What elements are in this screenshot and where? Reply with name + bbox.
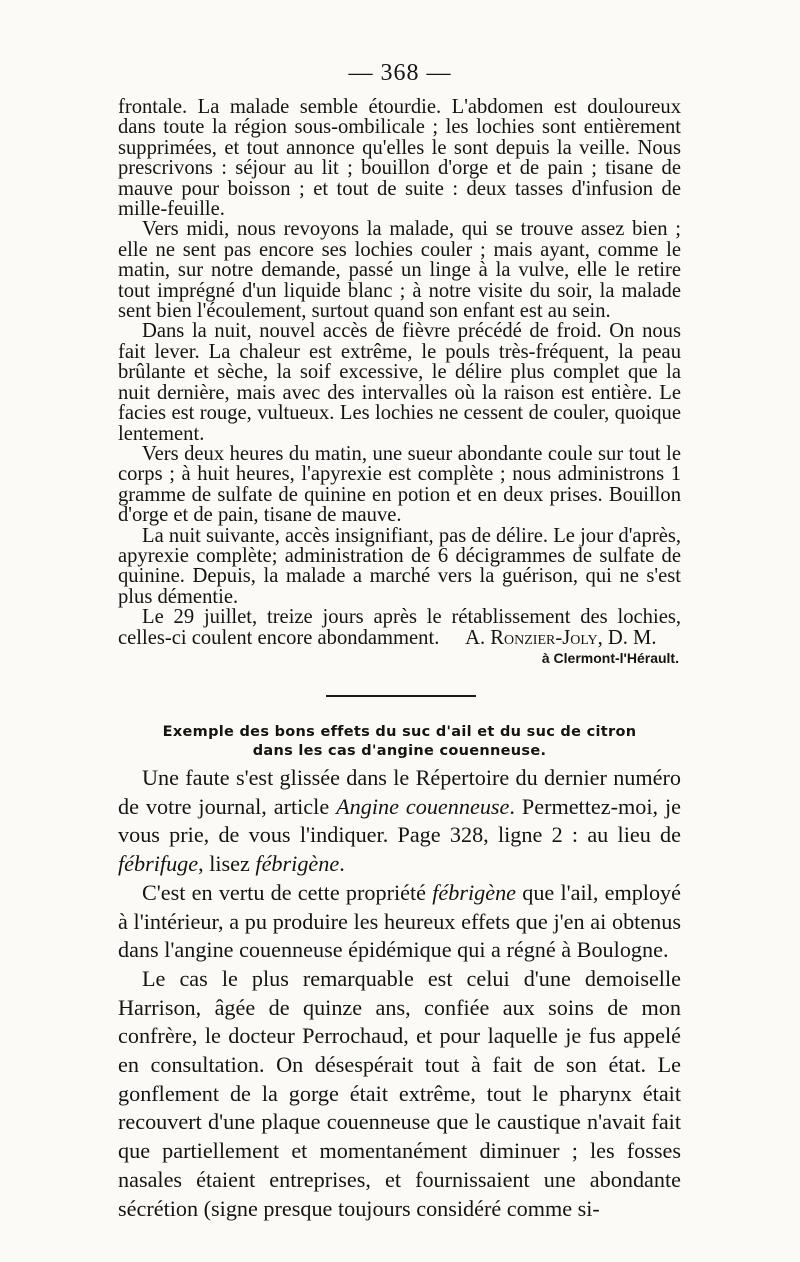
author-location: à Clermont-l'Hérault. — [541, 649, 679, 666]
page-number: — 368 — — [348, 60, 452, 86]
section-divider — [326, 695, 476, 697]
heading-line: Exemple des bons effets du suc d'ail et du suc de citron — [162, 724, 637, 740]
paragraph — [118, 764, 681, 879]
text-run: . — [339, 851, 345, 877]
italic-term: Angine couenneuse — [336, 793, 510, 819]
paragraph — [118, 879, 681, 965]
closing-paragraph — [118, 607, 681, 648]
paragraph: La nuit suivante, accès insignifiant, pas de délire. Le jour d'après, apyrexie complète; administration de 6 décigrammes de sulfate de quinine. Depuis, la malade a marché vers la guérison, qui ne s'est plus démentie. — [118, 524, 681, 608]
text-run: que l'ail, employé à l'intérieur, a pu produire les heureux effets que j'en ai obtenus dans l'angine couenneuse épidémique qui a régné à Boulogne. — [118, 879, 682, 963]
closing-text: Le 29 juillet, treize jours après le rétablissement des lochies, celles-ci coulent encore abondamment. — [118, 606, 681, 649]
text-run: . Permettez-moi, je vous prie, de vous l'indiquer. Page 328, ligne 2 : au lieu de — [118, 793, 681, 848]
paragraph: Le cas le plus remarquable est celui d'une demoiselle Harrison, âgée de quinze ans, confiée aux soins de mon confrère, le docteur Perrochaud, et pour laquelle je fus appelé en consultation. On désespérait tout à fait de son état. Le gonflement de la gorge était extrême, tout le pharynx était recouvert d'une plaque couenneuse que le caustique n'avait fait que partiellement et momentanément diminuer ; les fosses nasales étaient entreprises, et fournissaient une abondante sécrétion (signe presque toujours considéré comme si- — [118, 965, 681, 1221]
paragraph: Dans la nuit, nouvel accès de fièvre précédé de froid. On nous fait lever. La chaleur est extrême, le pouls très-fréquent, la peau brûlante et sèche, la soif excessive, le délire plus complet que la nuit dernière, mais avec des intervalles où la raison est entière. Le facies est rouge, vultueux. Les lochies ne cessent de couler, quoique lentement. — [118, 320, 681, 445]
paragraph: Vers midi, nous revoyons la malade, qui se trouve assez bien ; elle ne sent pas encore ses lochies couler ; mais ayant, comme le matin, sur notre demande, passé un linge à la vulve, elle le retire tout imprégné d'un liquide blanc ; à notre visite du soir, la malade sent bien l'écoulement, surtout quand son enfant est au sein. — [118, 218, 681, 323]
heading-line: dans les cas d'angine couenneuse. — [252, 743, 547, 759]
italic-term: fébrigène — [432, 879, 517, 905]
text-run: Une faute s'est glissée dans le Répertoire du dernier numéro de votre journal, article — [118, 765, 681, 819]
text-run: , lisez — [198, 851, 256, 877]
case-report-section — [118, 97, 681, 668]
author-signature: A. Ronzier-Joly, D. M. — [465, 626, 657, 649]
article-heading — [118, 723, 681, 761]
text-run: C'est en vertu de cette propriété — [142, 879, 433, 905]
article-body — [118, 764, 681, 1223]
paragraph: Vers deux heures du matin, une sueur abondante coule sur tout le corps ; à huit heures, l'apyrexie est complète ; nous administrons 1 gramme de sulfate de quinine en potion et en deux prises. Bouillon d'orge et de pain, tisane de mauve. — [118, 442, 681, 527]
italic-term: fébrigène — [255, 851, 340, 877]
paragraph: frontale. La malade semble étourdie. L'abdomen est douloureux dans toute la région sous-ombilicale ; les lochies sont entièrement supprimées, et tout annonce qu'elles le sont depuis la veille. Nous prescrivons : séjour au lit ; bouillon d'orge et de pain ; tisane de mauve pour boisson ; et tout de suite : deux tasses d'infusion de mille-feuille. — [118, 96, 681, 221]
italic-term: fébrifuge — [118, 851, 199, 877]
